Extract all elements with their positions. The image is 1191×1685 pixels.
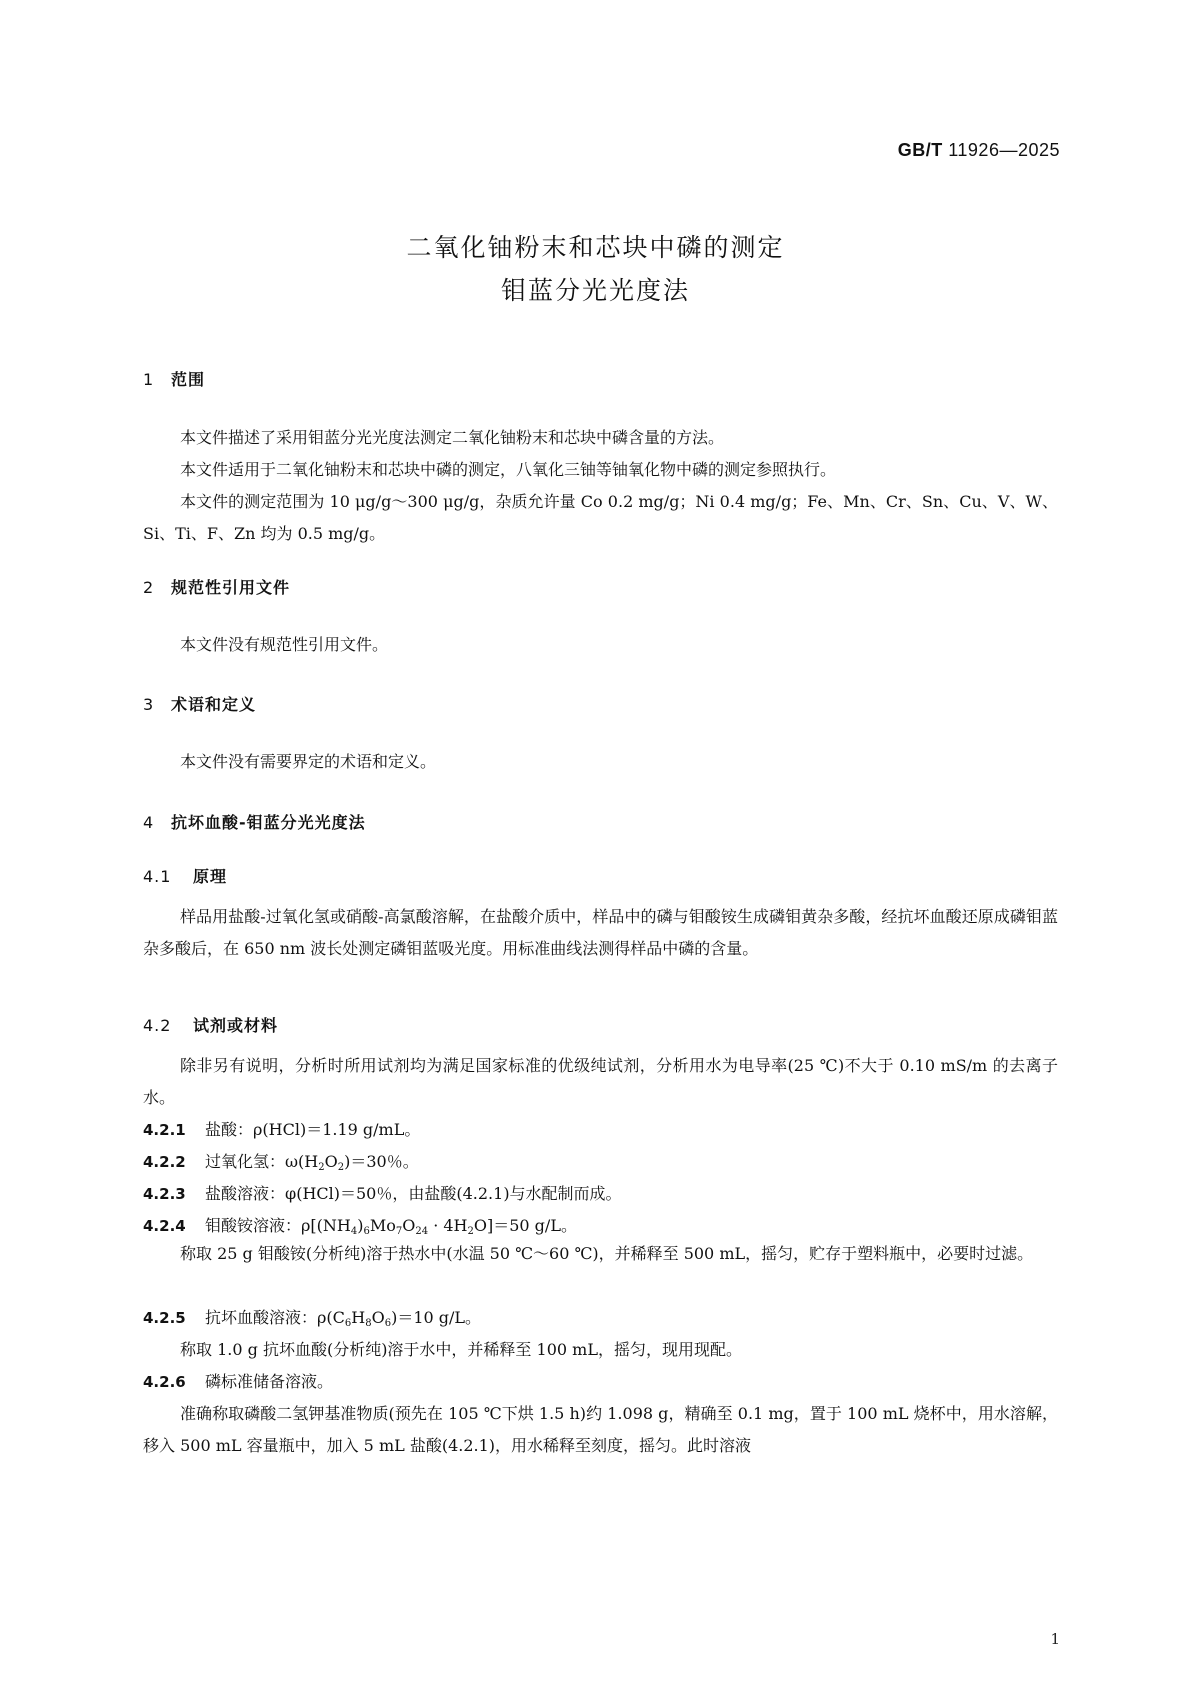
section-title: 规范性引用文件	[171, 578, 291, 597]
clause-4-2-3	[143, 1178, 1058, 1210]
paragraph: 样品用盐酸-过氧化氢或硝酸-高氯酸溶解，在盐酸介质中，样品中的磷与钼酸铵生成磷钼黄杂多酸，经抗坏血酸还原成磷钼蓝杂多酸后，在 650 nm 波长处测定磷钼蓝吸光度。用标准曲线法测得样品中磷的含量。	[143, 907, 1058, 958]
section-number: 4.2	[143, 1016, 172, 1035]
standard-number: 11926—2025	[948, 140, 1060, 160]
section-1-heading	[143, 367, 205, 390]
clause-text: 磷标准储备溶液。	[205, 1372, 334, 1391]
section-4-1-heading	[143, 864, 227, 887]
document-subtitle: 钼蓝分光光度法	[500, 276, 690, 305]
page-number: 1	[1050, 1630, 1060, 1648]
section-4-2-heading	[143, 1013, 278, 1036]
section-number: 4	[143, 813, 155, 832]
standard-code	[898, 140, 1060, 161]
section-4-heading	[143, 810, 366, 833]
section-number: 1	[143, 370, 155, 389]
section-title: 原理	[193, 867, 228, 886]
section-3-heading	[143, 692, 256, 715]
clause-text: 盐酸：ρ(HCl)＝1.19 g/mL。	[205, 1120, 421, 1139]
clause-number: 4.2.3	[143, 1185, 186, 1203]
paragraph: 准确称取磷酸二氢钾基准物质(预先在 105 ℃下烘 1.5 h)约 1.098 g，精确至 0.1 mg，置于 100 mL 烧杯中，用水溶解，移入 500 mL 容量瓶中，加入 5 mL 盐酸(4.2.1)，用水稀释至刻度，摇匀。此时溶液	[143, 1404, 1058, 1455]
clause-number: 4.2.1	[143, 1121, 186, 1139]
clause-4-2-6	[143, 1366, 1058, 1398]
clause-number: 4.2.5	[143, 1309, 186, 1327]
paragraph: 称取 25 g 钼酸铵(分析纯)溶于热水中(水温 50 ℃～60 ℃)，并稀释至 500 mL，摇匀，贮存于塑料瓶中，必要时过滤。	[180, 1244, 1034, 1263]
clause-text: 过氧化氢：$\omega(H_2O_2)=30$％。	[205, 1152, 419, 1173]
clause-number: 4.2.4	[143, 1217, 186, 1235]
section-title: 抗坏血酸-钼蓝分光光度法	[171, 813, 366, 832]
section-number: 3	[143, 695, 155, 714]
document-title: 二氧化铀粉末和芯块中磷的测定	[406, 233, 785, 262]
paragraph: 本文件描述了采用钼蓝分光光度法测定二氧化铀粉末和芯块中磷含量的方法。	[180, 428, 725, 447]
paragraph: 称取 1.0 g 抗坏血酸(分析纯)溶于水中，并稀释至 100 mL，摇匀，现用现配。	[180, 1340, 742, 1359]
paragraph: 本文件没有规范性引用文件。	[180, 635, 389, 654]
section-title: 范围	[171, 370, 206, 389]
standard-prefix: GB/T	[897, 140, 943, 160]
paragraph: 本文件适用于二氧化铀粉末和芯块中磷的测定，八氧化三铀等铀氧化物中磷的测定参照执行。	[180, 460, 837, 479]
paragraph: 本文件的测定范围为 10 μg/g～300 μg/g，杂质允许量 Co 0.2 mg/g；Ni 0.4 mg/g；Fe、Mn、Cr、Sn、Cu、V、W、Si、Ti、F、Zn 均为 0.5 mg/g。	[143, 492, 1058, 543]
section-title: 试剂或材料	[193, 1016, 279, 1035]
clause-text: 盐酸溶液：φ(HCl)＝50％，由盐酸(4.2.1)与水配制而成。	[205, 1184, 622, 1203]
clause-text: 钼酸铵溶液：$\rho[(NH_4)_6Mo_7O_{24} \cdot 4H_2O]=50$ g/L。	[205, 1216, 577, 1237]
section-2-heading	[143, 575, 290, 598]
section-title: 术语和定义	[171, 695, 257, 714]
clause-4-2-1	[143, 1114, 1058, 1146]
section-number: 4.1	[143, 867, 172, 886]
clause-4-2-2	[143, 1146, 1058, 1178]
paragraph: 本文件没有需要界定的术语和定义。	[180, 752, 437, 771]
clause-text: 抗坏血酸溶液：$\rho(C_6H_8O_6)=10$ g/L。	[205, 1308, 482, 1329]
clause-4-2-5	[143, 1302, 1058, 1334]
clause-number: 4.2.2	[143, 1153, 186, 1171]
paragraph: 除非另有说明，分析时所用试剂均为满足国家标准的优级纯试剂，分析用水为电导率(25 ℃)不大于 0.10 mS/m 的去离子水。	[143, 1056, 1058, 1107]
clause-number: 4.2.6	[143, 1373, 186, 1391]
section-number: 2	[143, 578, 155, 597]
